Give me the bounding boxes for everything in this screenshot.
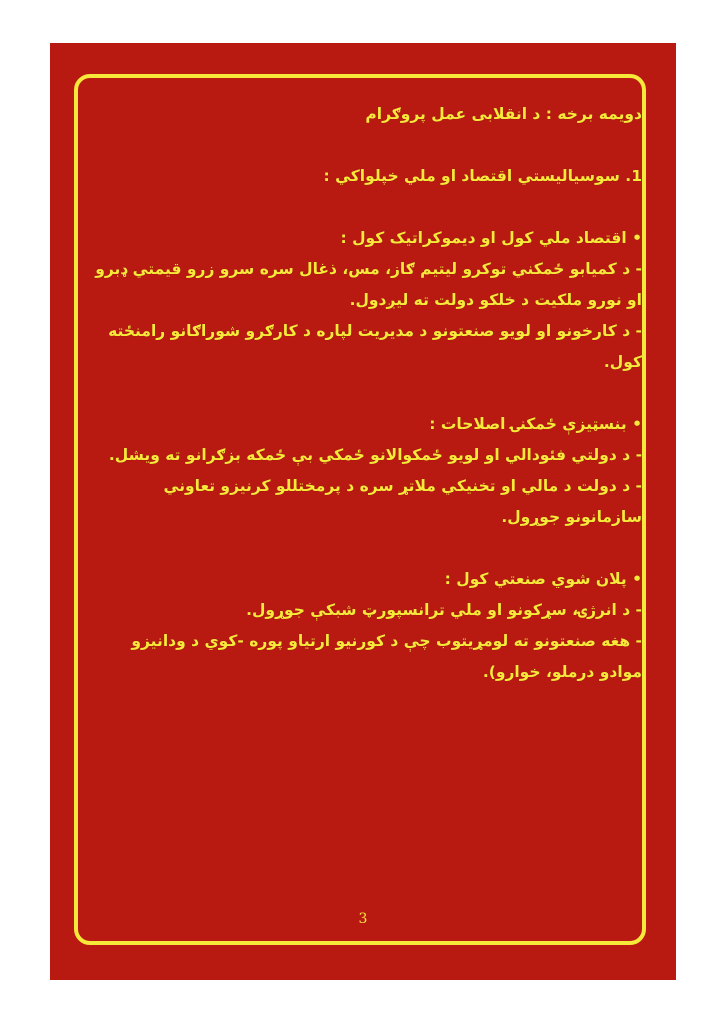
spacer [90, 130, 642, 161]
spacer [90, 192, 642, 223]
paragraph-land-distribution: - د دولتي فئودالي او لویو ځمکوالانو ځمکي بې ځمکه بزګرانو ته ویشل. [108, 446, 642, 464]
paragraph-resources: - د کمیابو ځمکني توکرو لیتیم ګاز، مس، ذغال سره سرو زرو قیمتي ډبرو او نورو ملکیت د خلکو دولت ته لیږدول. [95, 260, 642, 309]
document-page [50, 43, 676, 980]
block-title-land-reform: • بنسټیزې ځمکنۍ اصلاحات : [429, 415, 642, 433]
spacer [90, 378, 642, 409]
paragraph-cooperatives: - د دولت د مالي او تخنیکي ملاتړ سره د پرمختللو کرنیزو تعاوني سازمانونو جوړول. [163, 477, 642, 526]
paragraph-industry-priority: - هغه صنعتونو ته لومړیتوب چې د کورنیو ارتیاو پوره -کوي د ودانیزو موادو درملو، خوارو). [131, 632, 642, 681]
block-title-nationalization: • اقتصاد ملي کول او دیموکراتیک کول : [340, 229, 642, 247]
section-title: 1. سوسیالیستي اقتصاد او ملي خپلواکي : [323, 167, 642, 185]
block-title-industrialization: • پلان شوي صنعتي کول : [444, 570, 642, 588]
paragraph-workers-councils: - د کارخونو او لویو صنعتونو د مدیریت لپاره د کارګرو شوراګانو رامنځته کول. [108, 322, 642, 371]
page-content [90, 99, 642, 688]
part-heading: دویمه برخه : د انقلابی عمل پروګرام [365, 105, 642, 123]
spacer [90, 533, 642, 564]
page-number: 3 [358, 911, 368, 927]
paragraph-infrastructure: - د انرژۍ، سړکونو او ملي ترانسپورټ شبکې جوړول. [246, 601, 642, 619]
